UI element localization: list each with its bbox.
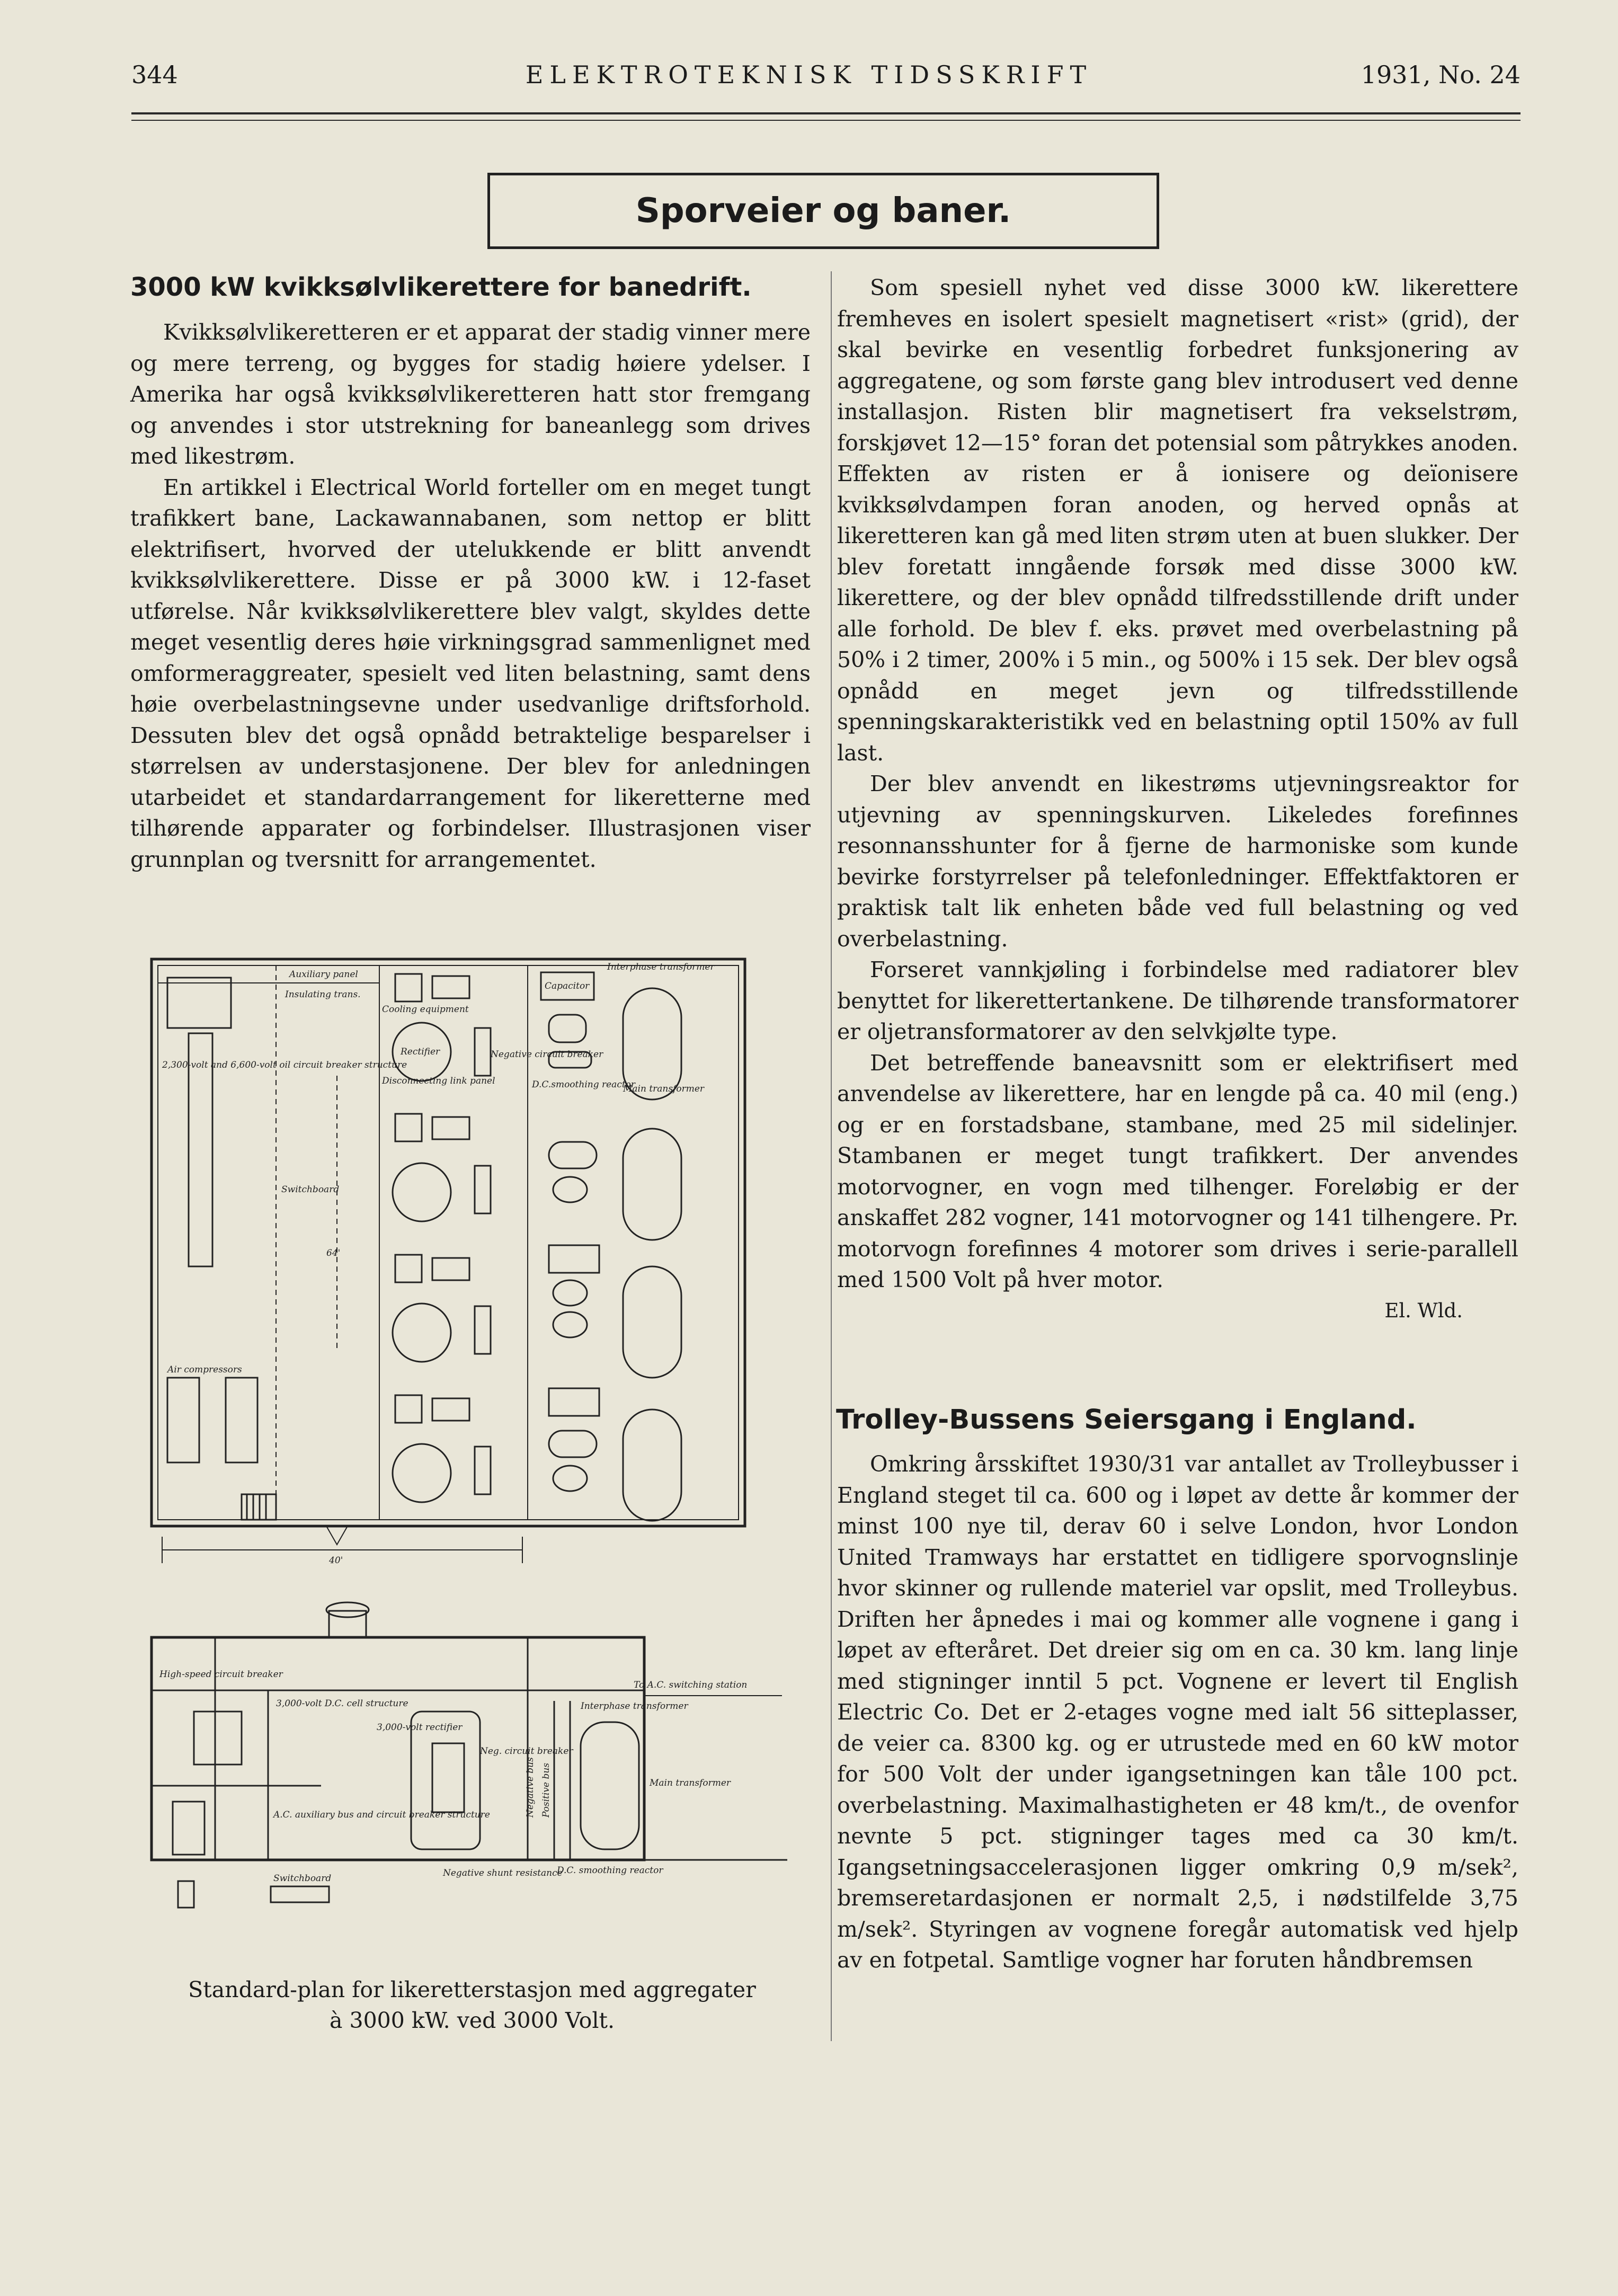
label-negative-breaker: Negative circuit breaker <box>491 1049 603 1060</box>
article2-paragraph: Omkring årsskiftet 1930/31 var antallet av Trolleybusser i England steget til ca. 600 og i løpet av dette år kommer der minst 100 nye til, derav 60 i selve London, hvor London United Tramways har erstattet en tidligere sporvognslinje hvor skinner og rullende materiel var opslit, med Trolleybus. Driften her åpnedes i mai og kommer alle vognene i gang i løpet av efteråret. Det dreier sig om en ca. 30 km. lang linje med stigninger inntil 5 pct. Vognene er levert til English Electric Co. Det er 2-etages vogne med ialt 56 sitteplasser, de veier ca. 8300 kg. og er utrustede med en 60 kW motor for 500 Volt der under igangsetningen kan tåle 100 pct. overbelastning. Maximalhastigheten er 48 km/t., de ovenfor nevnte 5 pct. stigninger tages med ca 30 km/t. Igangsetningsaccelerasjonen ligger omkring 0,9 m/sek², bremseretardasjonen er normalt 2,5, i nødstilfelde 3,75 m/sek². Styringen av vognene foregår automatisk ved hjelp av en fotpetal. Samtlige vogner har foruten håndbremsen <box>837 1451 1518 1973</box>
label-section-main-transformer: Main transformer <box>650 1778 731 1788</box>
caption-line-2: à 3000 kW. ved 3000 Volt. <box>330 2008 615 2033</box>
label-section-interphase: Interphase transformer <box>581 1701 688 1712</box>
label-disconnecting: Disconnecting link panel <box>382 1076 495 1086</box>
trolleybus-text <box>837 1449 1518 1976</box>
label-air-compressors: Air compressors <box>167 1364 242 1375</box>
label-dim-64: 64' <box>326 1248 341 1258</box>
label-neg-bus: Negative bus <box>525 1757 536 1818</box>
header-rule <box>131 112 1521 114</box>
article1-paragraph-2: En artikkel i Electrical World forteller om en meget tungt trafikkert bane, Lackawannabanen, som nettop er blitt elektrifisert, hvorved der utelukkende er blitt anvendt kvikksølvlikerettere. Disse er på 3000 kW. i 12-faset utførelse. Når kvikksølvlikerettere blev valgt, skyldes dette meget vesentlig deres høie virkningsgrad sammenlignet med omformeraggreater, spesielt ved liten belastning, samt dens høie overbelastningsevne under usedvanlige driftsforhold. Dessuten blev det også opnådd betraktelige besparelser i størrelsen av understasjonene. Der blev for anledningen utarbeidet et standardarrangement for likeretterne med tilhørende apparater og forbindelser. Illustrasjonen viser grunnplan og tversnitt for arrangementet. <box>130 474 811 872</box>
label-insulating: Insulating trans. <box>285 989 361 1000</box>
label-main-transformer: Main transformer <box>623 1084 705 1094</box>
article1-paragraph-1: Kvikksølvlikeretteren er et apparat der stadig vinner mere og mere terreng, og bygges for stadig høiere ydelser. I Amerika har også kvikksølvlikeretteren hatt stor fremgang og anvendes i stor utstrekning for baneanlegg som drives med likestrøm. <box>130 320 811 469</box>
header-rule-thin <box>131 120 1521 121</box>
plan-outline <box>152 959 745 1526</box>
label-aux-panel: Auxiliary panel <box>289 969 358 980</box>
article-title-trolleybus: Trolley-Bussens Seiersgang i England. <box>836 1404 1417 1435</box>
article1-paragraph-5: Forseret vannkjøling i forbindelse med radiatorer blev benyttet for likerettertankene. De tilhørende transformatorer er oljetransformatorer av den selvkjølte type. <box>837 957 1518 1044</box>
label-pos-bus: Positive bus <box>541 1762 552 1818</box>
label-cooling: Cooling equipment <box>382 1004 469 1015</box>
section-title-box <box>487 173 1159 249</box>
article1-signature: El. Wld. <box>1384 1299 1463 1322</box>
figure-caption <box>130 1974 814 2036</box>
label-cell-structure: 3,000-volt D.C. cell structure <box>276 1698 408 1709</box>
caption-line-1: Standard-plan for likeretterstasjon med aggregater <box>188 1977 756 2002</box>
article1-paragraph-3: Som spesiell nyhet ved disse 3000 kW. likerettere fremheves en isolert spesielt magnetisert «rist» (grid), der skal bevirke en vesentlig forbedret funksjonering av aggregatene, og som første gang blev introdusert ved denne installasjon. Risten blir magnetisert fra vekselstrøm, forskjøvet 12—15° foran det potensial som påtrykkes anoden. Effekten av risten er å ionisere og deïonisere kvikksølvdampen foran anoden, og herved opnås at likeretteren kan gå med liten strøm uten at buen slukker. Der blev foretatt inngående forsøk med disse 3000 kW. likerettere, og der blev opnådd tilfredsstillende drift under alle forhold. De blev f. eks. prøvet med overbelastning på 50% i 2 timer, 200% i 5 min., og 500% i 15 sek. Der blev også opnådd en meget jevn og tilfredsstillende spenningskarakteristikk ved en belastning optil 150% av full last. <box>837 275 1518 766</box>
label-section-dc-reactor: D.C. smoothing reactor <box>557 1865 663 1876</box>
rectifier-station-figure <box>146 948 798 1939</box>
article-title-rectifiers: 3000 kW kvikksølvlikerettere for banedrift. <box>130 272 752 302</box>
label-hs-breaker: High-speed circuit breaker <box>159 1669 283 1680</box>
issue-label: 1931, No. 24 <box>1361 60 1521 89</box>
label-breaker-structure: 2,300-volt and 6,600-volt oil circuit breaker structure <box>162 1060 407 1070</box>
label-ac-aux: A.C. auxiliary bus and circuit breaker structure <box>273 1810 490 1820</box>
article1-paragraph-6: Det betreffende baneavsnitt som er elektrifisert med anvendelse av likerettere, har en lengde på ca. 40 mil (eng.) og er en forstadsbane, stambane, med 25 mil sidelinjer. Stambanen er meget tungt trafikkert. Der anvendes motorvogner, en vogn med tilhenger. Foreløbig er der anskaffet 282 vogner, 141 motorvogner og 141 tilhengere. Pr. motorvogn forefinnes 4 motorer som drives i serie-parallell med 1500 Volt på hver motor. <box>837 1050 1518 1292</box>
section-title: Sporveier og baner. <box>635 191 1011 231</box>
article1-paragraph-4: Der blev anvendt en likestrøms utjevningsreaktor for utjevning av spenningskurven. Likeledes forefinnes resonnansshunter for å fjerne de harmoniske som kunde bevirke forstyrrelser på telefonledninger. Effektfaktoren er praktisk talt lik enheten både ved full belastning og ved overbelastning. <box>837 771 1518 952</box>
left-column-text <box>130 317 811 875</box>
column-divider <box>831 271 832 2041</box>
label-dc-reactor: D.C.smoothing reactor <box>532 1079 636 1090</box>
label-section-switchboard: Switchboard <box>273 1873 332 1884</box>
right-column-text <box>837 272 1518 1326</box>
label-rectifier-3000: 3,000-volt rectifier <box>377 1722 463 1733</box>
page-number: 344 <box>131 60 178 89</box>
label-neg-shunt: Negative shunt resistance <box>443 1868 563 1878</box>
label-capacitor: Capacitor <box>545 981 590 991</box>
label-switchboard: Switchboard <box>281 1184 340 1195</box>
label-dim-40: 40' <box>329 1555 343 1566</box>
journal-title: ELEKTROTEKNISK TIDSSKRIFT <box>525 60 1093 89</box>
label-to-ac: To A.C. switching station <box>634 1680 748 1690</box>
label-interphase: Interphase transformer <box>607 962 715 972</box>
label-rectifier: Rectifier <box>401 1047 440 1057</box>
station-drawing <box>146 948 798 1939</box>
label-neg-breaker: Neg. circuit breaker <box>480 1746 573 1757</box>
